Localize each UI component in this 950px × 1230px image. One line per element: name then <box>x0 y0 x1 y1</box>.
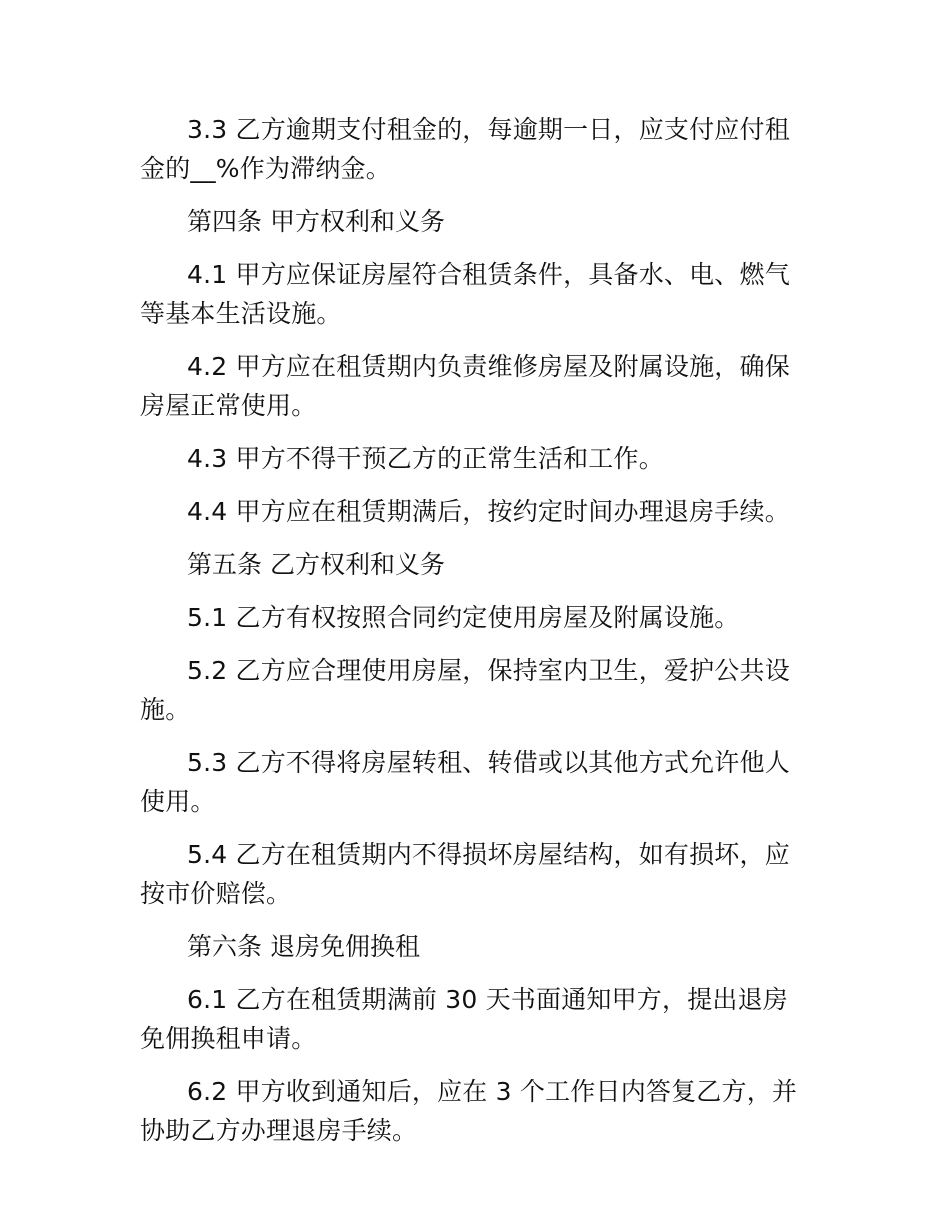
clause-5-2: 5.2 乙方应合理使用房屋，保持室内卫生，爱护公共设施。 <box>140 656 790 724</box>
article-5-heading: 第五条 乙方权利和义务 <box>187 550 445 579</box>
article-6-heading: 第六条 退房免佣换租 <box>187 932 420 961</box>
document-body <box>140 110 812 1164</box>
clause-4-2: 4.2 甲方应在租赁期内负责维修房屋及附属设施，确保房屋正常使用。 <box>140 352 790 420</box>
clause-5-4: 5.4 乙方在租赁期内不得损坏房屋结构，如有损坏，应按市价赔偿。 <box>140 840 790 908</box>
clause-6-1: 6.1 乙方在租赁期满前 30 天书面通知甲方，提出退房免佣换租申请。 <box>140 985 789 1053</box>
clause-5-3: 5.3 乙方不得将房屋转租、转借或以其他方式允许他人使用。 <box>140 748 790 816</box>
clause-5-1: 5.1 乙方有权按照合同约定使用房屋及附属设施。 <box>187 603 740 632</box>
clause-4-3: 4.3 甲方不得干预乙方的正常生活和工作。 <box>187 444 664 473</box>
clause-3-3: 3.3 乙方逾期支付租金的，每逾期一日，应支付应付租金的__%作为滞纳金。 <box>140 115 790 183</box>
clause-4-4: 4.4 甲方应在租赁期满后，按约定时间办理退房手续。 <box>187 497 790 526</box>
article-4-heading: 第四条 甲方权利和义务 <box>187 207 445 236</box>
clause-6-2: 6.2 甲方收到通知后，应在 3 个工作日内答复乙方，并协助乙方办理退房手续。 <box>140 1077 798 1145</box>
clause-4-1: 4.1 甲方应保证房屋符合租赁条件，具备水、电、燃气等基本生活设施。 <box>140 260 790 328</box>
